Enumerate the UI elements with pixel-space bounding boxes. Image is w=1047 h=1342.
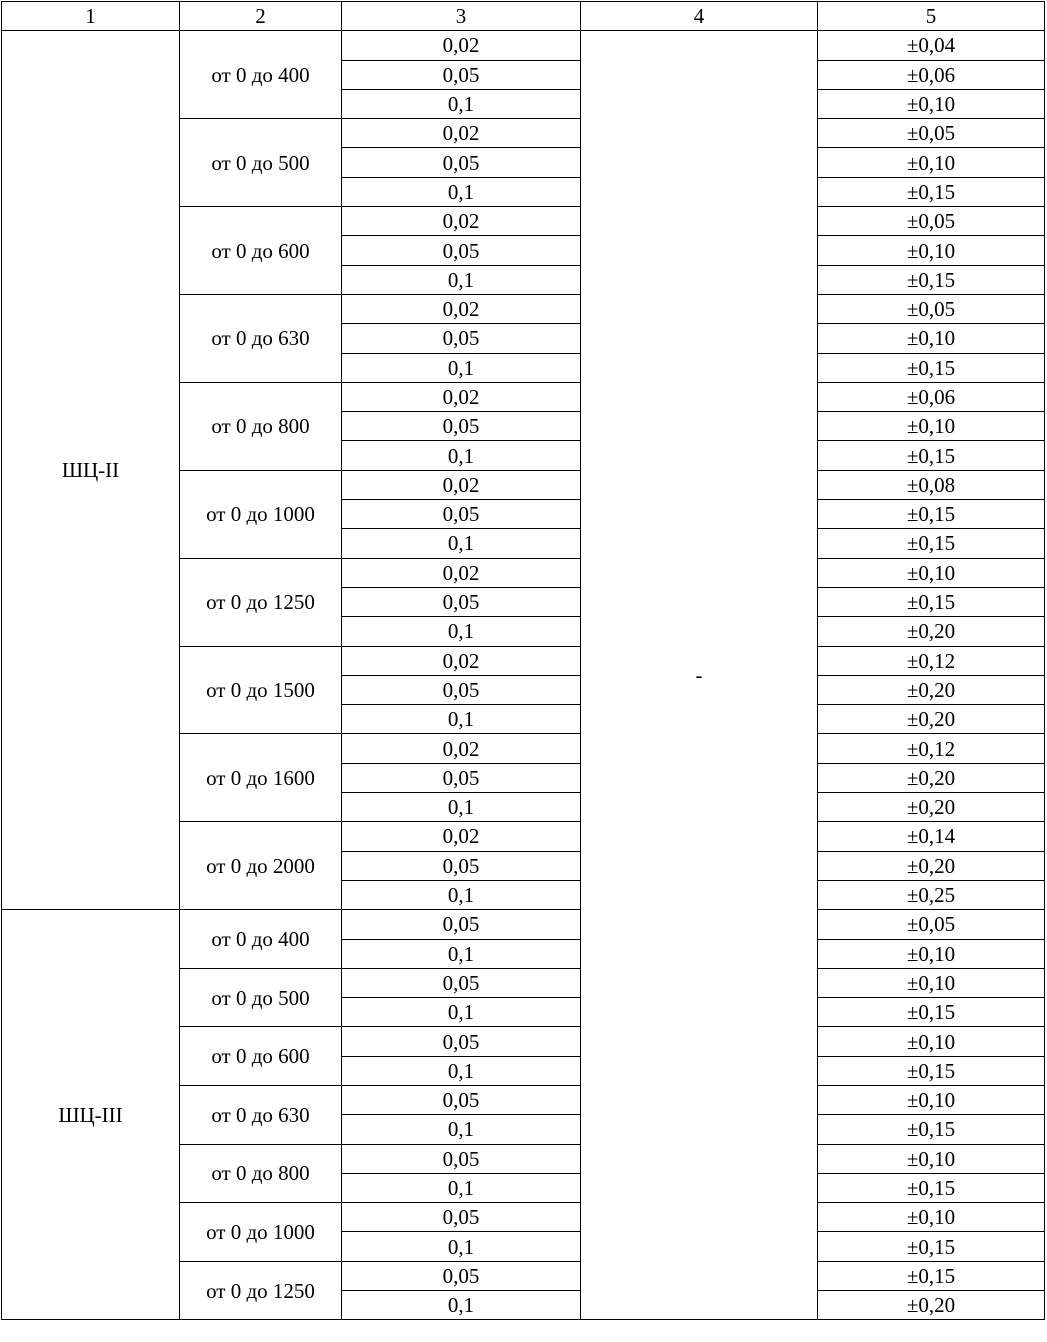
resolution-cell: 0,1 (342, 1232, 581, 1261)
resolution-cell: 0,1 (342, 441, 581, 470)
range-cell: от 0 до 600 (180, 1027, 342, 1086)
error-limit-cell: ±0,15 (818, 1232, 1045, 1261)
resolution-cell: 0,05 (342, 968, 581, 997)
resolution-cell: 0,1 (342, 89, 581, 118)
resolution-cell: 0,05 (342, 763, 581, 792)
resolution-cell: 0,1 (342, 353, 581, 382)
error-limit-cell: ±0,05 (818, 294, 1045, 323)
resolution-cell: 0,02 (342, 470, 581, 499)
header-cell-2: 2 (180, 2, 342, 31)
resolution-cell: 0,1 (342, 1056, 581, 1085)
range-cell: от 0 до 800 (180, 1144, 342, 1203)
error-limit-cell: ±0,05 (818, 119, 1045, 148)
resolution-cell: 0,1 (342, 939, 581, 968)
error-limit-cell: ±0,15 (818, 587, 1045, 616)
error-limit-cell: ±0,15 (818, 998, 1045, 1027)
resolution-cell: 0,02 (342, 558, 581, 587)
error-limit-cell: ±0,15 (818, 500, 1045, 529)
error-limit-cell: ±0,15 (818, 1261, 1045, 1290)
error-limit-cell: ±0,05 (818, 207, 1045, 236)
resolution-cell: 0,05 (342, 1144, 581, 1173)
resolution-cell: 0,05 (342, 851, 581, 880)
error-limit-cell: ±0,10 (818, 1027, 1045, 1056)
error-limit-cell: ±0,20 (818, 617, 1045, 646)
resolution-cell: 0,1 (342, 793, 581, 822)
range-cell: от 0 до 600 (180, 207, 342, 295)
resolution-cell: 0,05 (342, 236, 581, 265)
resolution-cell: 0,05 (342, 587, 581, 616)
resolution-cell: 0,1 (342, 1115, 581, 1144)
resolution-cell: 0,05 (342, 910, 581, 939)
error-limit-cell: ±0,14 (818, 822, 1045, 851)
range-cell: от 0 до 400 (180, 31, 342, 119)
error-limit-cell: ±0,20 (818, 851, 1045, 880)
error-limit-cell: ±0,04 (818, 31, 1045, 60)
error-limit-cell: ±0,15 (818, 1173, 1045, 1202)
range-cell: от 0 до 1600 (180, 734, 342, 822)
specs-table (1, 1, 1045, 1320)
resolution-cell: 0,1 (342, 1291, 581, 1320)
error-limit-cell: ±0,10 (818, 89, 1045, 118)
model-cell: ШЦ-II (2, 31, 180, 910)
table-row (2, 31, 1045, 60)
resolution-cell: 0,1 (342, 880, 581, 909)
error-limit-cell: ±0,10 (818, 236, 1045, 265)
error-limit-cell: ±0,15 (818, 1056, 1045, 1085)
error-limit-cell: ±0,06 (818, 382, 1045, 411)
resolution-cell: 0,05 (342, 60, 581, 89)
resolution-cell: 0,02 (342, 207, 581, 236)
error-limit-cell: ±0,15 (818, 441, 1045, 470)
range-cell: от 0 до 1250 (180, 558, 342, 646)
resolution-cell: 0,1 (342, 265, 581, 294)
range-cell: от 0 до 1250 (180, 1261, 342, 1320)
resolution-cell: 0,05 (342, 1085, 581, 1114)
resolution-cell: 0,05 (342, 675, 581, 704)
range-cell: от 0 до 1500 (180, 646, 342, 734)
error-limit-cell: ±0,15 (818, 177, 1045, 206)
resolution-cell: 0,02 (342, 822, 581, 851)
error-limit-cell: ±0,20 (818, 675, 1045, 704)
error-limit-cell: ±0,10 (818, 558, 1045, 587)
error-limit-cell: ±0,10 (818, 939, 1045, 968)
resolution-cell: 0,1 (342, 617, 581, 646)
resolution-cell: 0,02 (342, 294, 581, 323)
error-limit-cell: ±0,10 (818, 1203, 1045, 1232)
resolution-cell: 0,05 (342, 1203, 581, 1232)
resolution-cell: 0,1 (342, 705, 581, 734)
model-cell: ШЦ-III (2, 910, 180, 1320)
error-limit-cell: ±0,15 (818, 529, 1045, 558)
range-cell: от 0 до 400 (180, 910, 342, 969)
range-cell: от 0 до 800 (180, 382, 342, 470)
range-cell: от 0 до 630 (180, 294, 342, 382)
resolution-cell: 0,05 (342, 148, 581, 177)
range-cell: от 0 до 1000 (180, 470, 342, 558)
error-limit-cell: ±0,10 (818, 148, 1045, 177)
resolution-cell: 0,05 (342, 412, 581, 441)
error-limit-cell: ±0,05 (818, 910, 1045, 939)
error-limit-cell: ±0,15 (818, 265, 1045, 294)
resolution-cell: 0,05 (342, 500, 581, 529)
resolution-cell: 0,02 (342, 119, 581, 148)
resolution-cell: 0,1 (342, 177, 581, 206)
error-limit-cell: ±0,25 (818, 880, 1045, 909)
error-limit-cell: ±0,12 (818, 734, 1045, 763)
error-limit-cell: ±0,06 (818, 60, 1045, 89)
resolution-cell: 0,02 (342, 646, 581, 675)
error-limit-cell: ±0,12 (818, 646, 1045, 675)
error-limit-cell: ±0,10 (818, 324, 1045, 353)
resolution-cell: 0,1 (342, 529, 581, 558)
error-limit-cell: ±0,10 (818, 1085, 1045, 1114)
range-cell: от 0 до 500 (180, 119, 342, 207)
resolution-cell: 0,02 (342, 382, 581, 411)
error-limit-cell: ±0,10 (818, 968, 1045, 997)
range-cell: от 0 до 630 (180, 1085, 342, 1144)
header-cell-5: 5 (818, 2, 1045, 31)
resolution-cell: 0,05 (342, 1261, 581, 1290)
error-limit-cell: ±0,20 (818, 793, 1045, 822)
header-cell-4: 4 (581, 2, 818, 31)
resolution-cell: 0,02 (342, 31, 581, 60)
header-cell-3: 3 (342, 2, 581, 31)
error-limit-cell: ±0,10 (818, 1144, 1045, 1173)
error-limit-cell: ±0,15 (818, 1115, 1045, 1144)
header-row (2, 2, 1045, 31)
error-limit-cell: ±0,10 (818, 412, 1045, 441)
error-limit-cell: ±0,20 (818, 705, 1045, 734)
error-limit-cell: ±0,20 (818, 1291, 1045, 1320)
table-row (2, 910, 1045, 939)
resolution-cell: 0,05 (342, 324, 581, 353)
range-cell: от 0 до 2000 (180, 822, 342, 910)
range-cell: от 0 до 1000 (180, 1203, 342, 1262)
resolution-cell: 0,1 (342, 998, 581, 1027)
resolution-cell: 0,05 (342, 1027, 581, 1056)
error-limit-cell: ±0,08 (818, 470, 1045, 499)
resolution-cell: 0,1 (342, 1173, 581, 1202)
column4-cell: - (581, 31, 818, 1320)
error-limit-cell: ±0,15 (818, 353, 1045, 382)
header-cell-1: 1 (2, 2, 180, 31)
resolution-cell: 0,02 (342, 734, 581, 763)
range-cell: от 0 до 500 (180, 968, 342, 1027)
error-limit-cell: ±0,20 (818, 763, 1045, 792)
